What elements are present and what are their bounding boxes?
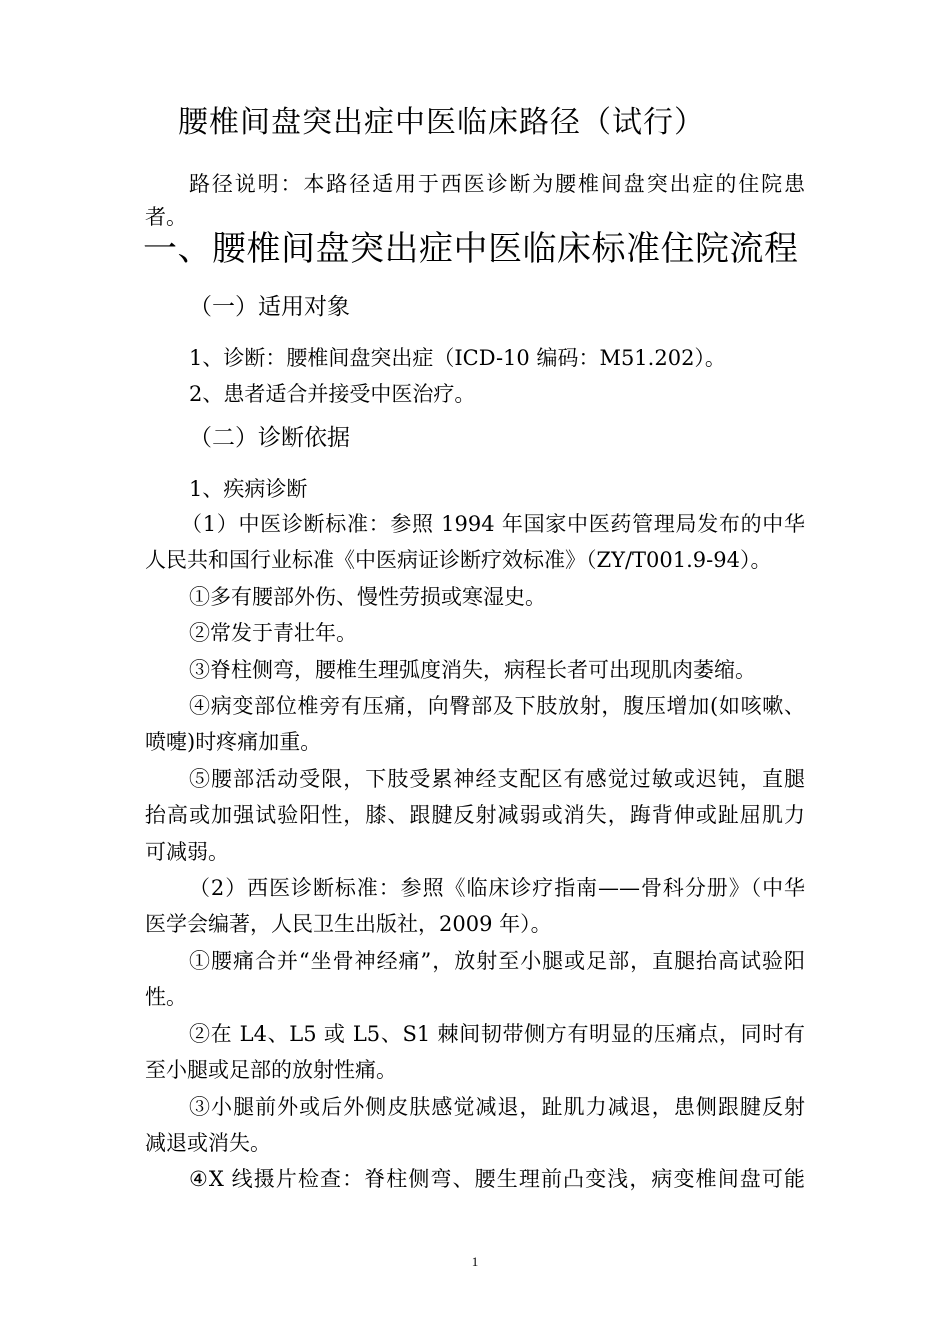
- criterion-item: ③小腿前外或后外侧皮肤感觉减退，趾肌力减退，患侧跟腱反射: [189, 1095, 805, 1119]
- section-heading: 一、腰椎间盘突出症中医临床标准住院流程: [143, 229, 799, 269]
- list-item: 1、诊断：腰椎间盘突出症（ICD-10 编码：M51.202）。: [189, 346, 726, 370]
- intro-paragraph-line: 路径说明：本路径适用于西医诊断为腰椎间盘突出症的住院患: [189, 172, 805, 196]
- subsection-heading: （二）诊断依据: [189, 425, 350, 451]
- criterion-item: ⑤腰部活动受限，下肢受累神经支配区有感觉过敏或迟钝，直腿: [189, 767, 805, 791]
- document-title: 腰椎间盘突出症中医临床路径（试行）: [178, 105, 705, 140]
- criterion-item: ①多有腰部外伤、慢性劳损或寒湿史。: [189, 585, 546, 609]
- list-item: 2、患者适合并接受中医治疗。: [189, 382, 476, 406]
- criterion-item: ④X 线摄片检查：脊柱侧弯、腰生理前凸变浅，病变椎间盘可能: [189, 1167, 805, 1191]
- paragraph-line: 人民共和国行业标准《中医病证诊断疗效标准》（ZY/T001.9-94）。: [145, 548, 772, 572]
- criterion-item: 抬高或加强试验阳性，膝、跟腱反射减弱或消失，踇背伸或趾屈肌力: [145, 803, 805, 827]
- criterion-item: 性。: [145, 985, 187, 1009]
- criterion-item: ③脊柱侧弯，腰椎生理弧度消失，病程长者可出现肌肉萎缩。: [189, 658, 756, 682]
- criterion-item: 至小腿或足部的放射性痛。: [145, 1058, 397, 1082]
- paragraph-line: 医学会编著，人民卫生出版社，2009 年）。: [145, 912, 552, 936]
- criterion-item: 减退或消失。: [145, 1131, 271, 1155]
- intro-paragraph-line: 者。: [145, 205, 187, 229]
- criterion-item: 喷嚏)时疼痛加重。: [145, 730, 322, 754]
- subsection-heading: （一）适用对象: [189, 294, 350, 320]
- page-number: 1: [471, 1254, 479, 1269]
- criterion-item: ②在 L4、L5 或 L5、S1 棘间韧带侧方有明显的压痛点，同时有: [189, 1022, 805, 1046]
- paragraph-line: （2）西医诊断标准：参照《临床诊疗指南——骨科分册》（中华: [189, 876, 805, 900]
- paragraph-line: （1）中医诊断标准：参照 1994 年国家中医药管理局发布的中华: [181, 512, 805, 536]
- criterion-item: 可减弱。: [145, 840, 229, 864]
- criterion-item: ①腰痛合并“坐骨神经痛”，放射至小腿或足部，直腿抬高试验阳: [189, 949, 805, 973]
- criterion-item: ④病变部位椎旁有压痛，向臀部及下肢放射，腹压增加(如咳嗽、: [189, 694, 805, 718]
- list-item: 1、疾病诊断: [189, 477, 308, 501]
- criterion-item: ②常发于青壮年。: [189, 621, 357, 645]
